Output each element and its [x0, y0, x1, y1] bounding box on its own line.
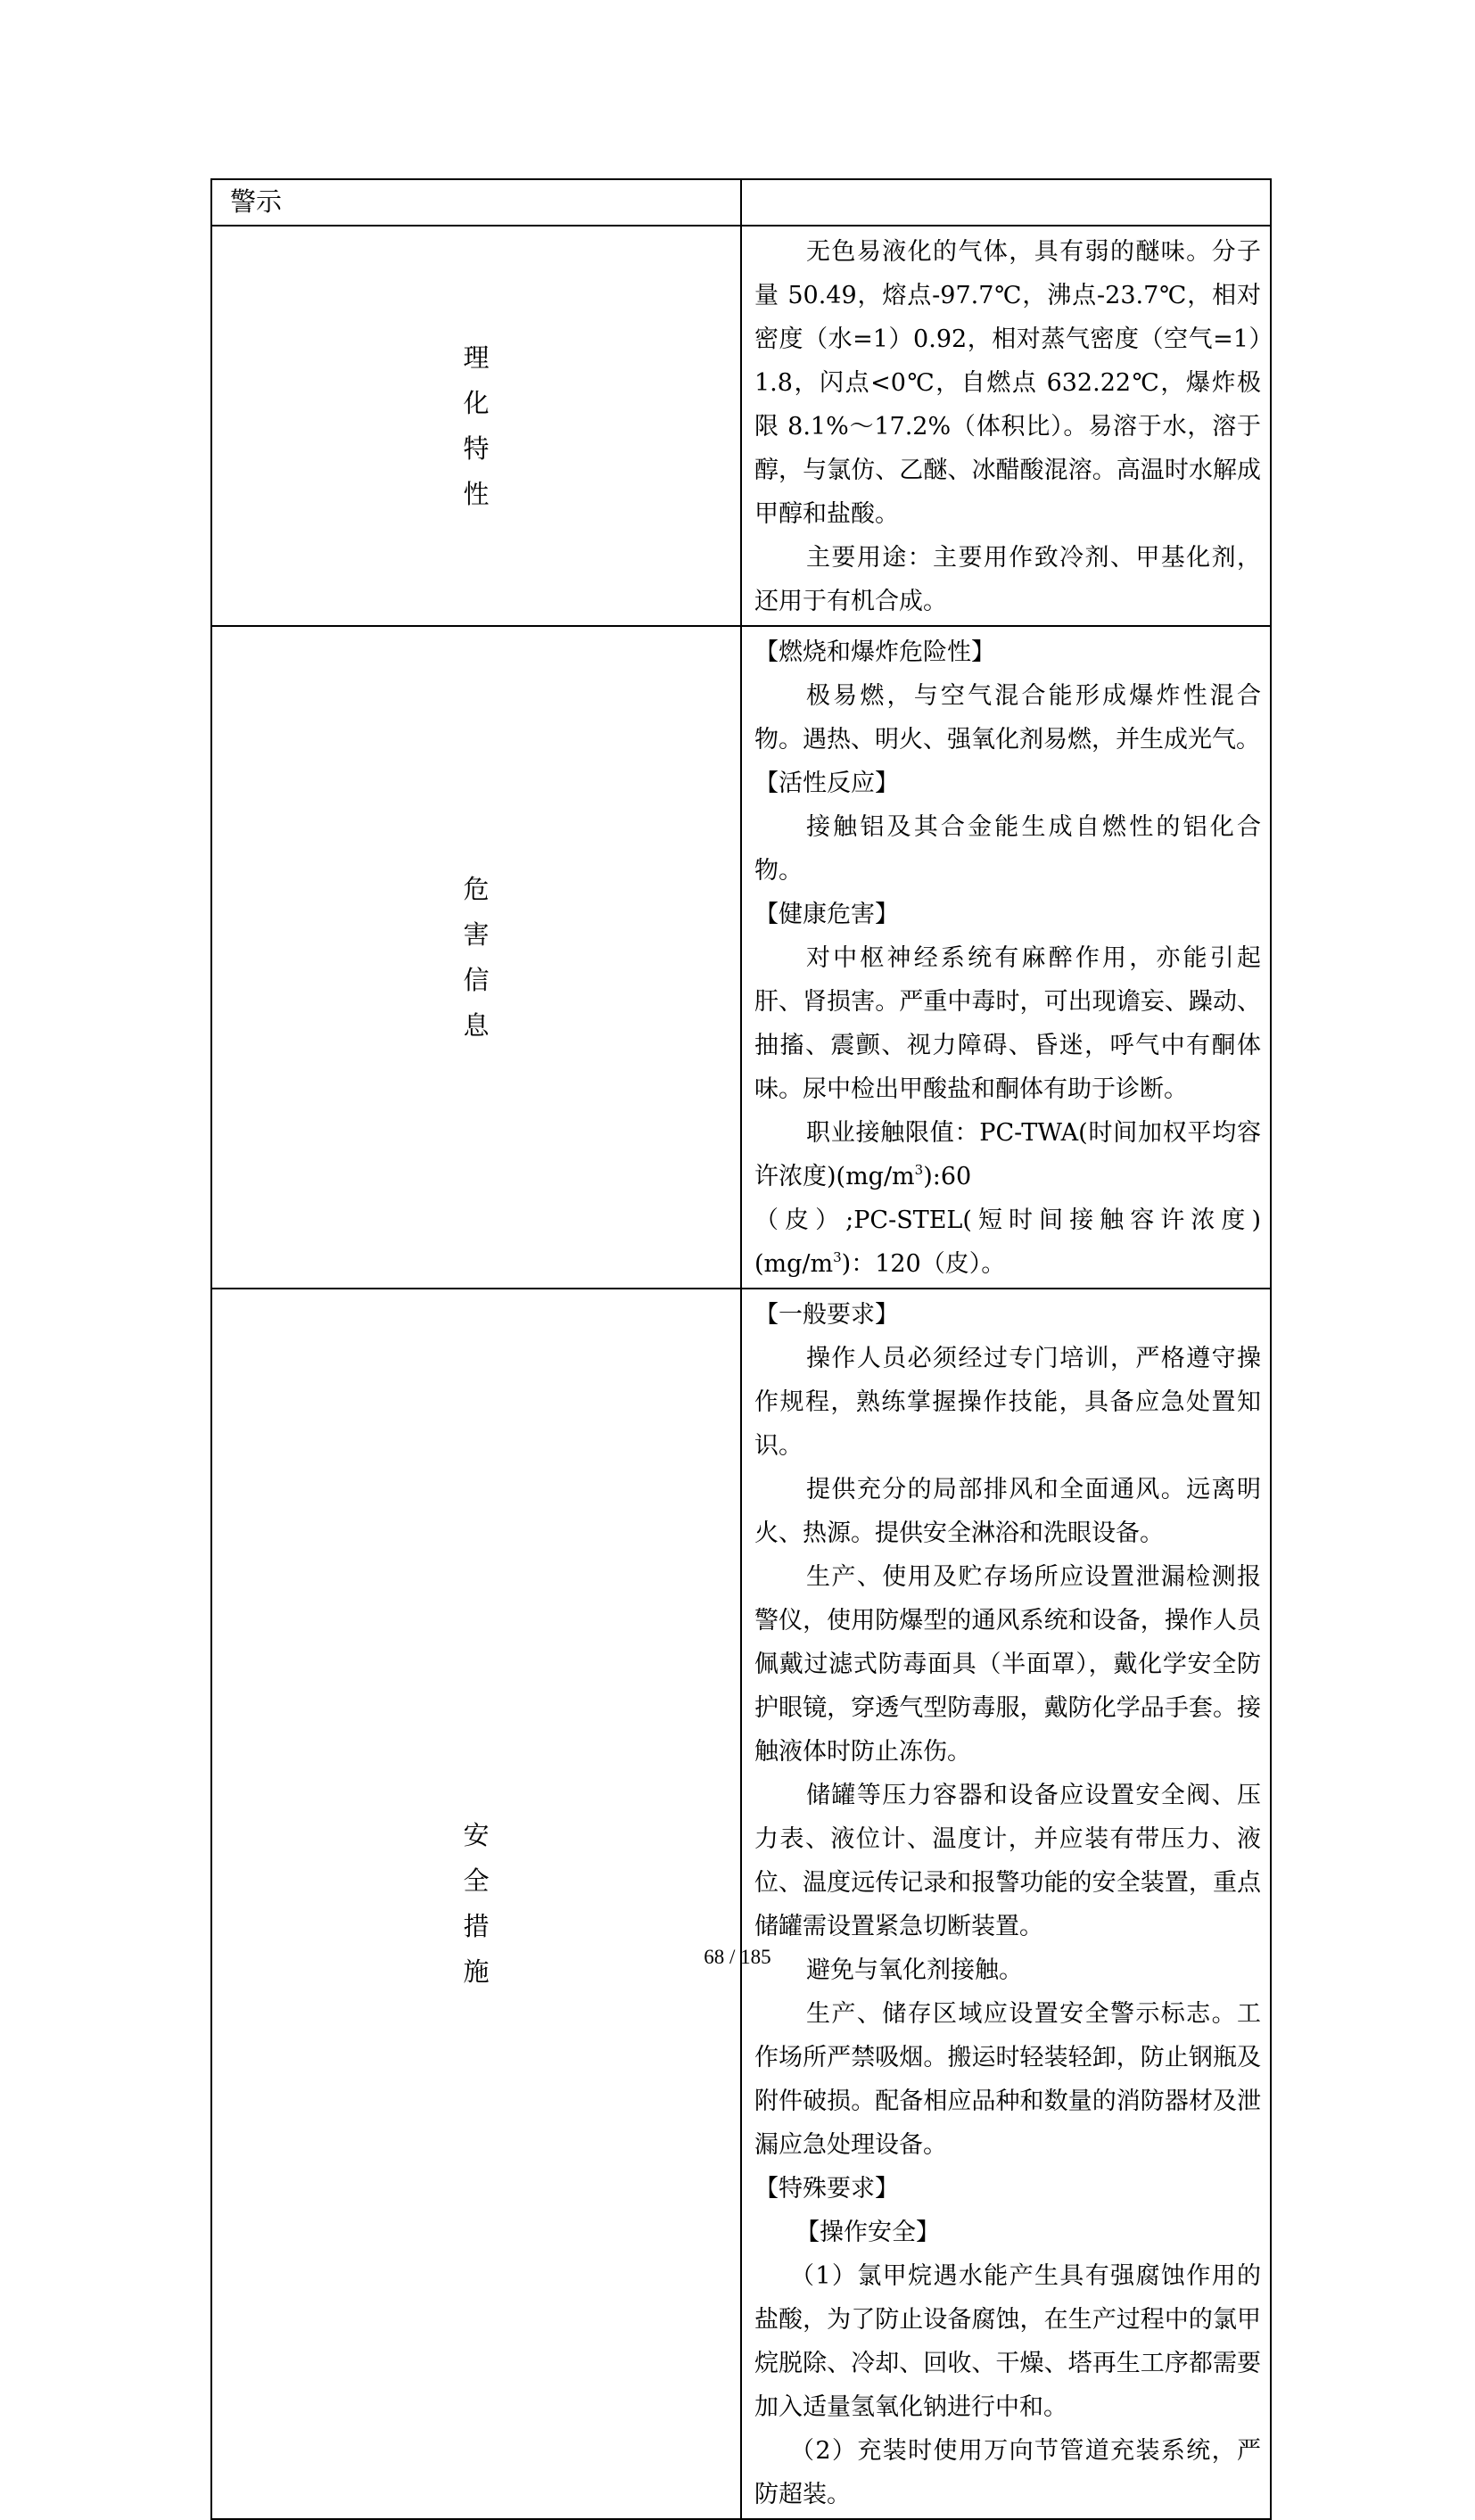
- label-char: 施: [463, 1956, 490, 1987]
- oel-text: 职业接触限值：PC-TWA(时间加权平均容许浓度)(mg/m: [754, 1119, 1261, 1190]
- section-heading: 【活性反应】: [754, 770, 899, 797]
- oel-text: )：120（皮）。: [841, 1250, 1006, 1278]
- warning-content: [741, 179, 1271, 226]
- hazard-paragraph: 接触铝及其合金能生成自燃性的铝化合物。: [754, 813, 1261, 885]
- safety-paragraph: （1）氯甲烷遇水能产生具有强腐蚀作用的盐酸，为了防止设备腐蚀，在生产过程中的氯甲烷脱除、冷却、回收、干燥、塔再生工序都需要加入适量氢氧化钠进行中和。: [754, 2262, 1261, 2421]
- label-warning: 警示: [211, 179, 741, 226]
- row-hazard: [211, 626, 1271, 1289]
- section-heading: 【燃烧和爆炸危险性】: [754, 638, 995, 666]
- label-char: 安: [463, 1820, 490, 1850]
- section-heading: 【特殊要求】: [754, 2175, 899, 2203]
- label-hazard: [211, 626, 741, 1289]
- label-physchem: [211, 226, 741, 626]
- row-physchem: [211, 226, 1271, 626]
- safety-paragraph: 提供充分的局部排风和全面通风。远离明火、热源。提供安全淋浴和洗眼设备。: [754, 1476, 1261, 1547]
- label-char: 全: [463, 1865, 490, 1896]
- oel-text: （皮）;PC-STEL(短时间接触容许浓度)(mg/m: [754, 1206, 1261, 1278]
- label-safety: [211, 1289, 741, 2519]
- row-warning: [211, 179, 1271, 226]
- safety-paragraph: 生产、储存区域应设置安全警示标志。工作场所严禁吸烟。搬运时轻装轻卸，防止钢瓶及附件破损。配备相应品种和数量的消防器材及泄漏应急处理设备。: [754, 2000, 1261, 2159]
- page-number: 68 / 185: [704, 1946, 771, 1968]
- hazard-content: [741, 626, 1271, 1289]
- section-heading: 【一般要求】: [754, 1301, 899, 1329]
- safety-paragraph: 储罐等压力容器和设备应设置安全阀、压力表、液位计、温度计，并应装有带压力、液位、温度远传记录和报警功能的安全装置，重点储罐需设置紧急切断装置。: [754, 1782, 1261, 1940]
- msds-table: [210, 178, 1272, 2520]
- safety-paragraph: 生产、使用及贮存场所应设置泄漏检测报警仪，使用防爆型的通风系统和设备，操作人员佩戴过滤式防毒面具（半面罩），戴化学安全防护眼镜，穿透气型防毒服，戴防化学品手套。接触液体时防止冻伤。: [754, 1563, 1261, 1766]
- label-char: 特: [463, 432, 490, 464]
- physchem-paragraph: 无色易液化的气体，具有弱的醚味。分子量 50.49，熔点-97.7℃，沸点-23.7℃，相对密度（水=1）0.92，相对蒸气密度（空气=1）1.8，闪点<0℃，自燃点 632.22℃，爆炸极限 8.1%～17.2%（体积比）。易溶于水，溶于醇，与氯仿、乙醚、冰醋酸混溶。高温时水解成甲醇和盐酸。: [754, 238, 1261, 528]
- physchem-usage: 主要用途：主要用作致冷剂、甲基化剂，还用于有机合成。: [754, 544, 1261, 615]
- subsection-heading: 【操作安全】: [795, 2219, 940, 2246]
- safety-paragraph: （2）充装时使用万向节管道充装系统，严防超装。: [754, 2437, 1261, 2508]
- label-char: 息: [463, 1009, 490, 1041]
- superscript: 3: [833, 1249, 842, 1265]
- label-char: 理: [463, 342, 490, 373]
- section-heading: 【健康危害】: [754, 901, 899, 928]
- label-char: 化: [463, 387, 490, 418]
- safety-content: [741, 1289, 1271, 2519]
- oel-line-2: [754, 1198, 1261, 1286]
- physchem-content: [741, 226, 1271, 626]
- label-char: 危: [463, 873, 490, 904]
- oel-line-1: [754, 1111, 1261, 1198]
- label-char: 性: [463, 478, 490, 509]
- safety-paragraph: 避免与氧化剂接触。: [806, 1956, 1023, 1984]
- hazard-paragraph: 极易燃，与空气混合能形成爆炸性混合物。遇热、明火、强氧化剂易燃，并生成光气。: [754, 682, 1261, 754]
- row-safety: [211, 1289, 1271, 2519]
- hazard-paragraph: 对中枢神经系统有麻醉作用，亦能引起肝、肾损害。严重中毒时，可出现谵妄、躁动、抽搐、震颤、视力障碍、昏迷，呼气中有酮体味。尿中检出甲酸盐和酮体有助于诊断。: [754, 944, 1261, 1103]
- oel-text: ):60: [923, 1163, 972, 1190]
- safety-paragraph: 操作人员必须经过专门培训，严格遵守操作规程，熟练掌握操作技能，具备应急处置知识。: [754, 1345, 1261, 1460]
- superscript: 3: [914, 1162, 924, 1178]
- label-char: 措: [463, 1911, 490, 1941]
- label-char: 信: [463, 964, 490, 995]
- label-char: 害: [463, 918, 490, 950]
